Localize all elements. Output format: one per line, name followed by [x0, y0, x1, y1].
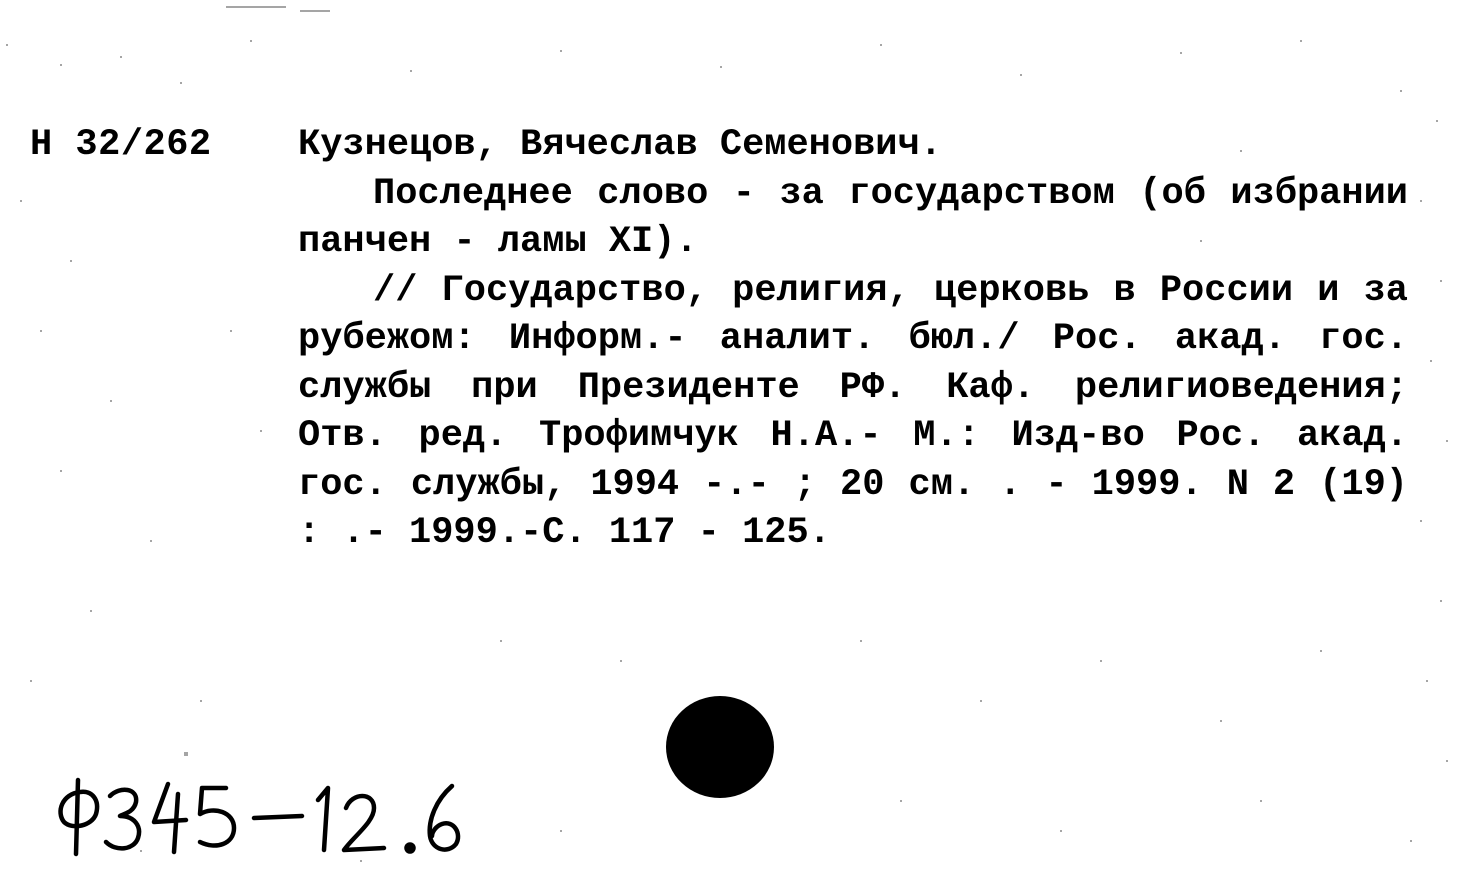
punch-hole — [666, 696, 774, 798]
title-paragraph: Последнее слово - за государством (об избрании панчен - ламы XI). — [298, 172, 1408, 263]
bibliographic-entry — [298, 121, 1408, 558]
handwritten-note — [50, 770, 480, 875]
source-paragraph: // Государство, религия, церковь в России и за рубежом: Информ.- аналит. бюл./ Рос. акад. гос. службы при Президенте РФ. Каф. религиоведения; Отв. ред. Трофимчук Н.А.- М.: Изд-во Рос. акад. гос. службы, 1994 -.- ; 20 см. . - 1999. N 2 (19) : .- 1999.-С. 117 - 125. — [298, 269, 1408, 554]
shelfmark: Н 32/262 — [30, 124, 212, 166]
author-heading: Кузнецов, Вячеслав Семенович. — [298, 124, 942, 166]
handwritten-note-drawing — [50, 770, 480, 870]
